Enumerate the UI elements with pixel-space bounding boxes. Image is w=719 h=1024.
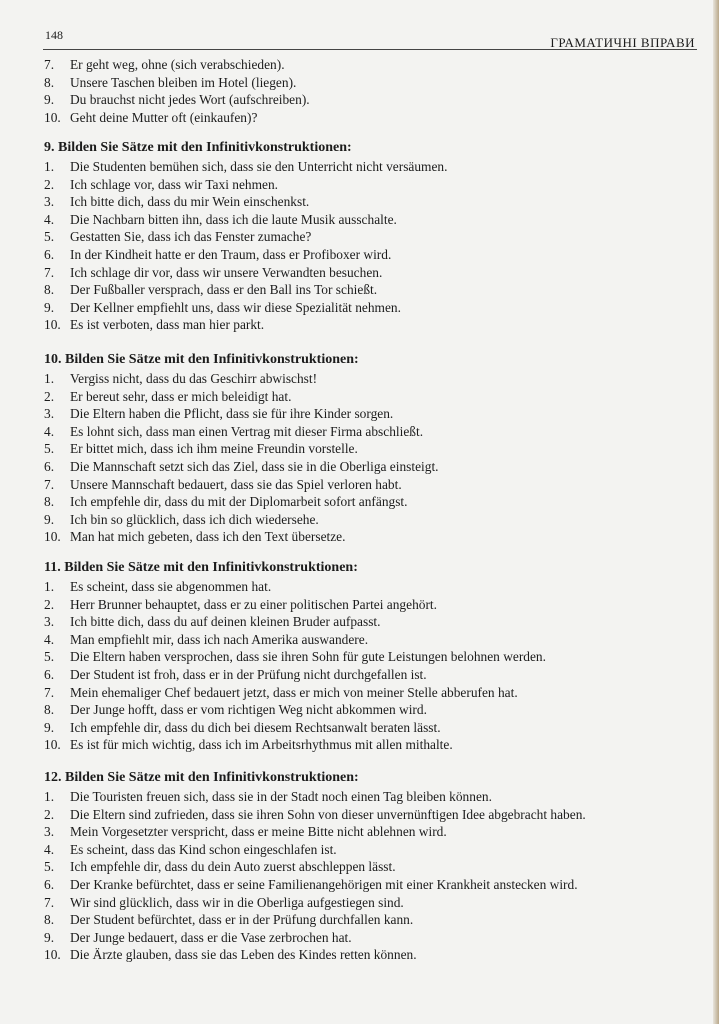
- exercise-item: [44, 423, 704, 441]
- item-number: 9.: [44, 299, 55, 315]
- item-number: 7.: [44, 476, 55, 492]
- exercise-item: [44, 788, 704, 806]
- exercise-item: [44, 823, 704, 841]
- item-number: 4.: [44, 423, 55, 439]
- item-number: 3.: [44, 406, 55, 422]
- item-text: Vergiss nicht, dass du das Geschirr abwischst!: [70, 371, 318, 386]
- item-text: Mein Vorgesetzter verspricht, dass er meine Bitte nicht ablehnen wird.: [70, 824, 447, 840]
- item-text: Er bereut sehr, dass er mich beleidigt hat.: [70, 388, 292, 404]
- item-text: Es scheint, dass das Kind schon eingeschlafen ist.: [70, 841, 337, 857]
- item-text: Ich bin so glücklich, dass ich dich wiedersehe.: [70, 511, 319, 527]
- item-text: Die Eltern haben die Pflicht, dass sie für ihre Kinder sorgen.: [70, 406, 394, 422]
- exercise-item: [44, 316, 704, 334]
- exercise-item: [44, 281, 704, 299]
- item-number: 6.: [44, 458, 55, 474]
- item-number: 1.: [44, 371, 55, 386]
- exercise-item: [44, 458, 704, 476]
- item-number: 5.: [44, 859, 55, 875]
- exercise-item: [44, 91, 704, 109]
- item-number: 8.: [44, 74, 55, 90]
- item-number: 9.: [44, 929, 55, 945]
- item-text: Unsere Taschen bleiben im Hotel (liegen).: [70, 74, 297, 90]
- exercise-10: [44, 350, 704, 546]
- exercise-item: [44, 876, 704, 894]
- item-text: Die Mannschaft setzt sich das Ziel, dass sie in die Oberliga einsteigt.: [70, 458, 439, 474]
- exercise-8-continuation: [44, 56, 704, 126]
- item-number: 3.: [44, 614, 55, 630]
- item-number: 9.: [44, 92, 55, 108]
- item-text: Die Nachbarn bitten ihn, dass ich die laute Musik ausschalte.: [70, 211, 397, 227]
- exercise-item: [44, 631, 704, 649]
- page-edge: [713, 0, 719, 1024]
- exercise-item: [44, 719, 704, 737]
- exercise-item: [44, 493, 704, 511]
- exercise-item: [44, 736, 704, 754]
- item-number: 2.: [44, 806, 55, 822]
- exercise-heading: 11. Bilden Sie Sätze mit den Infinitivkonstruktionen:: [44, 560, 358, 575]
- item-text: Der Junge bedauert, dass er die Vase zerbrochen hat.: [70, 929, 352, 945]
- item-number: 7.: [44, 57, 55, 72]
- exercise-item: [44, 264, 704, 282]
- item-number: 3.: [44, 824, 55, 840]
- item-text: Der Kranke befürchtet, dass er seine Familienangehörigen mit einer Krankheit anstecken wird.: [70, 876, 578, 892]
- item-text: Man hat mich gebeten, dass ich den Text übersetze.: [70, 529, 346, 545]
- item-number: 5.: [44, 229, 55, 245]
- exercise-item: [44, 528, 704, 546]
- exercise-item: [44, 405, 704, 423]
- exercise-item: [44, 228, 704, 246]
- item-text: Ich schlage dir vor, dass wir unsere Verwandten besuchen.: [70, 264, 383, 280]
- item-number: 8.: [44, 494, 55, 510]
- header-rule: [43, 49, 697, 50]
- exercise-item: [44, 56, 704, 74]
- item-text: Er bittet mich, dass ich ihm meine Freundin vorstelle.: [70, 441, 358, 457]
- exercise-item: [44, 193, 704, 211]
- exercise-item: [44, 211, 704, 229]
- item-text: Er geht weg, ohne (sich verabschieden).: [70, 57, 285, 72]
- item-text: Die Studenten bemühen sich, dass sie den Unterricht nicht versäumen.: [70, 159, 448, 174]
- item-number: 4.: [44, 631, 55, 647]
- page-number: 148: [45, 28, 63, 42]
- exercise-item: [44, 158, 704, 176]
- exercise-item: [44, 440, 704, 458]
- item-text: Es scheint, dass sie abgenommen hat.: [70, 579, 272, 594]
- item-number: 4.: [44, 211, 55, 227]
- exercise-item: [44, 476, 704, 494]
- item-number: 10.: [44, 317, 61, 333]
- exercise-item: [44, 578, 704, 596]
- item-text: Es lohnt sich, dass man einen Vertrag mit dieser Firma abschließt.: [70, 423, 424, 439]
- item-text: Ich empfehle dir, dass du mit der Diplomarbeit sofort anfängst.: [70, 494, 408, 510]
- item-text: Der Student ist froh, dass er in der Prüfung nicht durchgefallen ist.: [70, 666, 427, 682]
- item-text: Ich schlage vor, dass wir Taxi nehmen.: [70, 176, 279, 192]
- item-number: 4.: [44, 841, 55, 857]
- exercise-item: [44, 511, 704, 529]
- exercise-item: [44, 299, 704, 317]
- exercise-heading: 10. Bilden Sie Sätze mit den Infinitivkonstruktionen:: [44, 352, 359, 367]
- item-text: Ich bitte dich, dass du mir Wein einschenkst.: [70, 194, 310, 210]
- exercise-item: [44, 74, 704, 92]
- exercise-item: [44, 648, 704, 666]
- item-number: 7.: [44, 684, 55, 700]
- item-text: Geht deine Mutter oft (einkaufen)?: [70, 109, 258, 125]
- item-text: Wir sind glücklich, dass wir in die Oberliga aufgestiegen sind.: [70, 894, 404, 910]
- item-number: 8.: [44, 912, 55, 928]
- item-text: Du brauchst nicht jedes Wort (aufschreiben).: [70, 92, 310, 108]
- exercise-item: [44, 246, 704, 264]
- item-text: Der Student befürchtet, dass er in der Prüfung durchfallen kann.: [70, 912, 414, 928]
- exercise-item: [44, 596, 704, 614]
- exercise-item: [44, 684, 704, 702]
- item-number: 6.: [44, 246, 55, 262]
- exercise-11: [44, 558, 704, 754]
- exercise-item: [44, 388, 704, 406]
- item-number: 10.: [44, 737, 61, 753]
- exercise-item: [44, 666, 704, 684]
- item-number: 10.: [44, 529, 61, 545]
- exercise-item: [44, 929, 704, 947]
- item-text: Die Ärzte glauben, dass sie das Leben des Kindes retten können.: [70, 947, 417, 963]
- item-text: Der Kellner empfiehlt uns, dass wir diese Spezialität nehmen.: [70, 299, 401, 315]
- item-number: 6.: [44, 666, 55, 682]
- item-text: Die Touristen freuen sich, dass sie in der Stadt noch einen Tag bleiben können.: [70, 789, 492, 804]
- item-number: 6.: [44, 876, 55, 892]
- item-number: 5.: [44, 441, 55, 457]
- item-number: 7.: [44, 264, 55, 280]
- exercise-9: [44, 138, 704, 334]
- exercise-item: [44, 858, 704, 876]
- item-text: Die Eltern sind zufrieden, dass sie ihren Sohn von dieser unvernünftigen Idee abgebracht haben.: [70, 806, 586, 822]
- item-number: 2.: [44, 596, 55, 612]
- item-number: 1.: [44, 579, 55, 594]
- item-number: 10.: [44, 947, 61, 963]
- exercise-item: [44, 806, 704, 824]
- exercise-item: [44, 911, 704, 929]
- exercise-item: [44, 370, 704, 388]
- exercise-12: [44, 768, 704, 964]
- item-number: 2.: [44, 388, 55, 404]
- item-number: 8.: [44, 282, 55, 298]
- exercise-item: [44, 841, 704, 859]
- exercise-item: [44, 946, 704, 964]
- item-text: Es ist für mich wichtig, dass ich im Arbeitsrhythmus mit allen mithalte.: [70, 737, 453, 753]
- exercise-heading: 12. Bilden Sie Sätze mit den Infinitivkonstruktionen:: [44, 770, 359, 785]
- item-text: Unsere Mannschaft bedauert, dass sie das Spiel verloren habt.: [70, 476, 402, 492]
- running-title: ГРАМАТИЧНІ ВПРАВИ: [550, 35, 695, 50]
- exercise-item: [44, 894, 704, 912]
- item-text: Mein ehemaliger Chef bedauert jetzt, dass er mich von meiner Stelle abberufen hat.: [70, 684, 518, 700]
- item-text: Ich bitte dich, dass du auf deinen kleinen Bruder aufpasst.: [70, 614, 381, 630]
- item-number: 3.: [44, 194, 55, 210]
- item-number: 1.: [44, 789, 55, 804]
- exercise-item: [44, 701, 704, 719]
- item-text: Es ist verboten, dass man hier parkt.: [70, 317, 265, 333]
- item-number: 9.: [44, 719, 55, 735]
- item-number: 9.: [44, 511, 55, 527]
- exercise-item: [44, 109, 704, 127]
- item-text: Man empfiehlt mir, dass ich nach Amerika auswandere.: [70, 631, 369, 647]
- item-number: 7.: [44, 894, 55, 910]
- item-text: Der Junge hofft, dass er vom richtigen Weg nicht abkommen wird.: [70, 702, 427, 718]
- item-text: Ich empfehle dir, dass du dich bei diesem Rechtsanwalt beraten lässt.: [70, 719, 441, 735]
- item-number: 5.: [44, 649, 55, 665]
- item-number: 1.: [44, 159, 55, 174]
- exercise-heading: 9. Bilden Sie Sätze mit den Infinitivkonstruktionen:: [44, 140, 352, 155]
- item-text: Gestatten Sie, dass ich das Fenster zumache?: [70, 229, 312, 245]
- item-text: Herr Brunner behauptet, dass er zu einer politischen Partei angehört.: [70, 596, 437, 612]
- item-number: 2.: [44, 176, 55, 192]
- item-text: Ich empfehle dir, dass du dein Auto zuerst abschleppen lässt.: [70, 859, 396, 875]
- item-text: In der Kindheit hatte er den Traum, dass er Profiboxer wird.: [70, 246, 392, 262]
- exercise-item: [44, 176, 704, 194]
- item-text: Der Fußballer versprach, dass er den Ball ins Tor schießt.: [70, 282, 378, 298]
- item-text: Die Eltern haben versprochen, dass sie ihren Sohn für gute Leistungen belohnen werden.: [70, 649, 546, 665]
- item-number: 8.: [44, 702, 55, 718]
- item-number: 10.: [44, 109, 61, 125]
- exercise-item: [44, 613, 704, 631]
